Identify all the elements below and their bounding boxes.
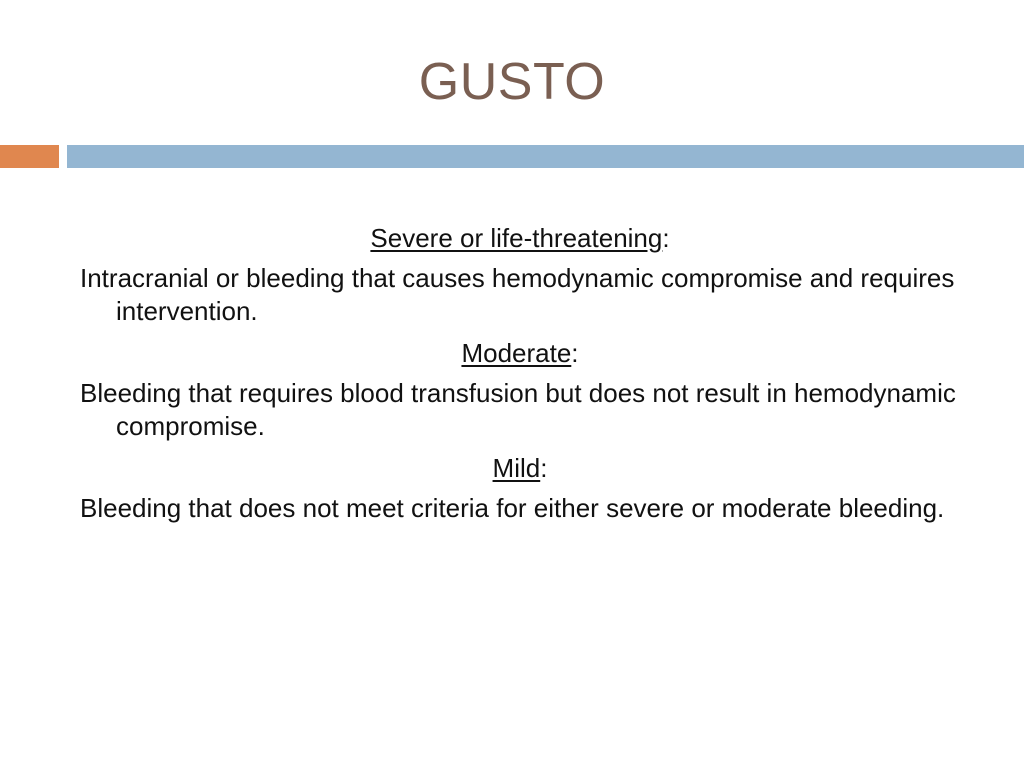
section-text-severe: Intracranial or bleeding that causes hemodynamic compromise and requires intervention. bbox=[80, 263, 955, 326]
section-heading-colon: : bbox=[571, 338, 579, 368]
section-heading-mild bbox=[80, 452, 960, 485]
slide-body bbox=[80, 222, 960, 534]
section-heading-severe bbox=[80, 222, 960, 255]
accent-bar bbox=[0, 145, 59, 168]
section-heading-moderate bbox=[80, 337, 960, 370]
section-text-moderate: Bleeding that requires blood transfusion but does not result in hemodynamic compromise. bbox=[80, 378, 956, 441]
title-rule-bar bbox=[67, 145, 1024, 168]
section-heading-colon: : bbox=[662, 223, 670, 253]
section-heading-colon: : bbox=[540, 453, 548, 483]
section-heading-label: Moderate bbox=[461, 338, 572, 368]
section-heading-label: Mild bbox=[492, 453, 541, 483]
section-text-mild: Bleeding that does not meet criteria for either severe or moderate bleeding. bbox=[80, 493, 945, 523]
section-heading-label: Severe or life-threatening bbox=[370, 223, 663, 253]
slide-title: GUSTO bbox=[418, 53, 606, 111]
